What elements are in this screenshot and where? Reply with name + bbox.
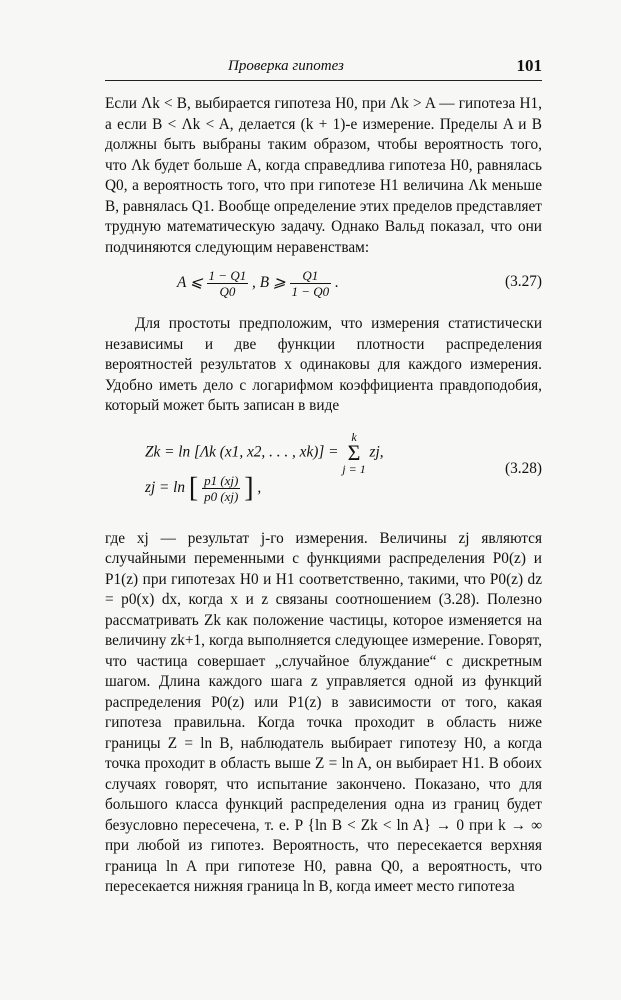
formula-tail: . (335, 274, 339, 292)
formula-expression (177, 268, 339, 299)
body-text (105, 94, 542, 898)
equation-number: (3.27) (505, 273, 542, 290)
formula-b-lhs: , B ⩾ (252, 274, 286, 292)
formula-3-27 (105, 262, 542, 306)
running-title: Проверка гипотез (228, 58, 344, 74)
page-header (105, 58, 542, 81)
formula-row2-lhs: zj = ln (145, 478, 186, 496)
fraction-a-numerator: 1 − Q1 (208, 268, 247, 283)
formula-row-1 (145, 431, 384, 475)
formula-row1-rhs: zj, (369, 443, 384, 461)
likelihood-fraction (202, 473, 240, 504)
paragraph-2: Для простоты предположим, что измерения статистически независимы и две функции плотности распределения вероятностей результатов x одинаковы для каждого измерения. Удобно иметь дело с логарифмом коэффициента правдоподобия, который может быть записан в виде (105, 315, 542, 414)
right-bracket: ] (244, 471, 254, 503)
fraction-a-denominator: Q0 (219, 284, 236, 299)
summation (342, 431, 365, 475)
sum-lower-limit: j = 1 (342, 461, 366, 476)
likelihood-numerator: p1 (xj) (204, 472, 239, 488)
equation-number: (3.28) (505, 459, 542, 477)
left-bracket: [ (188, 471, 199, 503)
paragraph-1: Если Λk < B, выбирается гипотеза H0, при Λk > A — гипотеза H1, а если B < Λk < A, делается (k + 1)-е измерение. Пределы A и B должны быть выбраны таким образом, чтобы вероятность того, что Λk будет больше A, когда справедлива гипотеза H0, равнялась Q0, а вероятность того, что при гипотезе H1 величина Λk меньше B, равнялась Q1. Вообще определение этих пределов представляет трудную математическую задачу. Однако Вальд показал, что они подчиняются следующим неравенствам: (105, 95, 542, 256)
fraction-b (290, 268, 332, 299)
formula-3-28 (105, 421, 542, 521)
formula-a-lhs: A ⩽ (177, 274, 203, 292)
paragraph-3: где xj — результат j-го измерения. Величины zj являются случайными переменными с функциями распределения P0(z) и P1(z) при гипотезах H0 и H1 соответственно, такими, что P0(z) dz = p0(x) dx, когда x и z связаны соотношением (3.28). Полезно рассматривать Zk как положение частицы, которое изменяется на величину zk+1, когда выполняется следующее измерение. Говорят, что частица совершает „случайное блуждание“ с дискретным шагом. Длина каждого шага z управляется одной из функций распределения P0(z) или P1(z) в зависимости от того, какая гипотеза правильна. Когда точка проходит в область ниже границы Z = ln B, наблюдатель выбирает гипотезу H0, а когда точка проходит в область выше Z = ln A, он выбирает H1. В обоих случаях говорят, что испытание закончено. Показано, что для большого класса функций распределения одна из границ будет безусловно пересечена, т. е. P {ln B < Zk < ln A} → 0 при k → ∞ при любой из гипотез. Вероятность, что пересекается верхняя граница ln A при гипотезе H0, равна Q0, а вероятность, что пересекается нижняя граница ln B, когда имеет место гипотеза (105, 529, 542, 895)
fraction-b-numerator: Q1 (290, 268, 332, 284)
sum-sign: Σ (347, 439, 361, 465)
formula-row-2 (145, 473, 261, 504)
page-number: 101 (516, 56, 542, 75)
fraction-b-denominator: 1 − Q0 (291, 284, 330, 299)
formula-row2-tail: , (257, 478, 262, 496)
likelihood-denominator: p0 (xj) (204, 488, 239, 504)
formula-row1-lhs: Zk = ln [Λk (x1, x2, . . . , xk)] = (145, 443, 339, 461)
sum-upper-limit: k (351, 429, 357, 444)
fraction-a (207, 268, 249, 299)
